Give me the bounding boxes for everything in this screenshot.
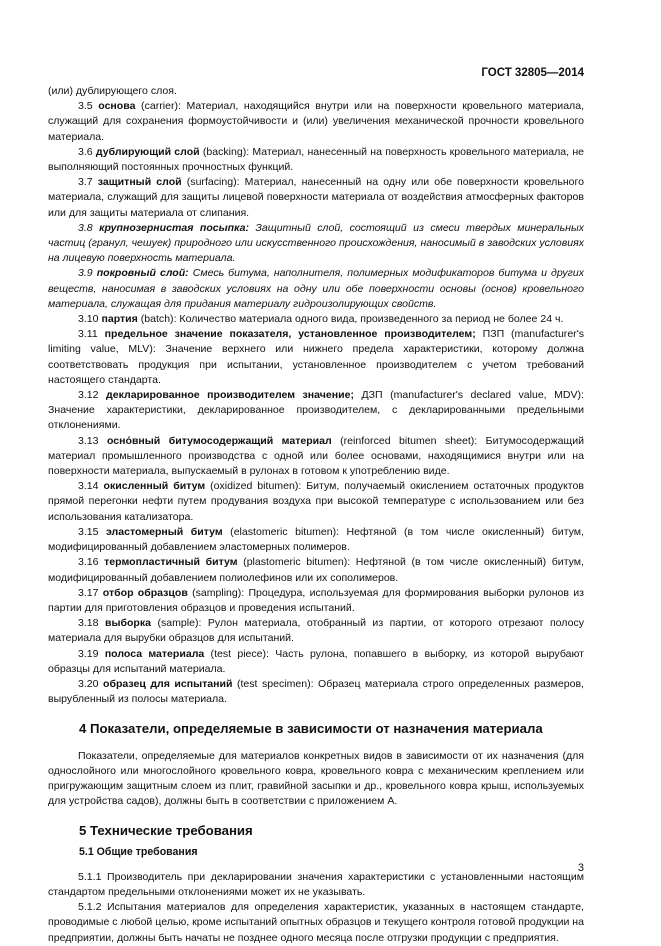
section-4-heading: 4 Показатели, определяемые в зависимости от назначения материала	[79, 721, 543, 737]
definition-3-11: 3.11 предельное значение показателя, установленное производителем; ПЗП (manufacturer's limiting value, MLV): Значение верхнего или нижнего предела характеристики, которому должна соответствовать продукция при испытании, установленное производителем с учетом требований настоящего стандарта.	[48, 328, 584, 386]
definition-3-6: 3.6 дублирующий слой (backing): Материал, нанесенный на поверхность кровельного материала, не выполняющий постоянных прочностных функций.	[48, 145, 585, 174]
term: отбор образцов	[102, 586, 188, 599]
document-body	[48, 84, 584, 946]
definition-3-13: 3.13 осно́вный битумосодержащий материал (reinforced bitumen sheet): Битумосодержащий материал промышленного производства с одной или более основами, находящимися внутри или на поверхности материала, выпускаемый в рулонах в готовом к употреблению виде.	[48, 434, 584, 478]
paragraph-continuation: (или) дублирующего слоя.	[48, 85, 177, 97]
section-5-heading: 5 Технические требования	[79, 823, 253, 839]
term: защитный слой	[97, 176, 182, 189]
term: декларированное производителем значение;	[106, 389, 354, 402]
term: крупнозернистая посыпка:	[99, 221, 249, 234]
definition-3-17: 3.17 отбор образцов (sampling): Процедура, используемая для формирования выборки рулонов из партии для приготовления образцов и проведения испытаний.	[48, 586, 584, 614]
term: осно́вный битумосодержащий материал	[106, 434, 332, 447]
clause-5-1-2: 5.1.2 Испытания материалов для определения характеристик, указанных в настоящем стандарте, проводимые с любой целью, кроме испытаний опытных образцов и текущего контроля готовой продукции на предприятии, должны быть начаты не позднее одного месяца после отгрузки продукции с предприятия.	[48, 901, 584, 944]
definition-3-7: 3.7 защитный слой (surfacing): Материал, нанесенный на одну или обе поверхности кровельного материала, служащий для защиты лицевой поверхности материала от воздействия атмосферных факторов или для защиты материала от слипания.	[48, 176, 584, 219]
term: эластомерный битум	[106, 525, 223, 538]
section-4-text: Показатели, определяемые для материалов конкретных видов в зависимости от их назначения (для однослойного или многослойного кровельного ковра, кровельного ковра с механическим креплением или пригружающим защитным слоем из плит, гравийной засыпки и др., кровельного ковра крыш, используемых для устройства садов), должны быть в соответствии с приложением А.	[48, 749, 584, 808]
standard-header: ГОСТ 32805—2014	[481, 67, 584, 79]
definition-3-16: 3.16 термопластичный битум (plastomeric bitumen): Нефтяной (в том числе окисленный) битум, модифицированный добавлением полиолефинов или их сополимеров.	[48, 556, 584, 584]
subsection-5-1-heading: 5.1 Общие требования	[79, 845, 198, 858]
definition-3-9: 3.9 покровный слой: Смесь битума, наполнителя, полимерных модификаторов битума и других веществ, наносимая в заводских условиях на одну или обе поверхности основы (основ) кровельного материала, служащая для придания материалу гидроизолирующих свойств.	[48, 267, 585, 310]
definition-3-14: 3.14 окисленный битум (oxidized bitumen): Битум, получаемый окислением остаточных продуктов прямой перегонки нефти путем продувания воздуха при высокой температуре с использованием или без использования катализатора.	[48, 480, 584, 523]
definition-3-15: 3.15 эластомерный битум (elastomeric bitumen): Нефтяной (в том числе окисленный) битум, модифицированный добавлением эластомерных полимеров.	[48, 525, 584, 554]
page-number: 3	[577, 862, 584, 874]
definition-3-19: 3.19 полоса материала (test piece): Часть рулона, попавшего в выборку, из которой вырубают образцы для испытаний материала.	[48, 647, 584, 675]
definition-3-5: 3.5 основа (carrier): Материал, находящийся внутри или на поверхности кровельного материала, служащий для сохранения формоустойчивости и (или) увеличения механической прочности кровельного материала.	[48, 100, 585, 143]
term: термопластичный битум	[104, 556, 238, 569]
clause-5-1-1: 5.1.1 Производитель при декларировании значения характеристики с установленными настоящим стандартом предельными отклонениями может их не указывать.	[48, 870, 584, 898]
definition-3-8: 3.8 крупнозернистая посыпка: Защитный слой, состоящий из смеси твердых минеральных частиц (гранул, чешуек) природного или искусственного происхождения, наносимый в заводских условиях на лицевую поверхность материала.	[48, 221, 584, 265]
term: партия	[101, 313, 138, 326]
term: дублирующий слой	[95, 145, 200, 158]
term: полоса материала	[104, 647, 205, 660]
definition-3-10: 3.10 партия (batch): Количество материала одного вида, произведенного за период не более 24 ч.	[78, 313, 564, 326]
definition-3-18: 3.18 выборка (sample): Рулон материала, отобранный из партии, от которого отрезают полосу материала для вырубки образцов для испытаний.	[48, 617, 584, 645]
term: выборка	[104, 617, 152, 630]
term: окисленный битум	[103, 480, 206, 493]
term: покровный слой:	[96, 267, 189, 280]
definition-3-12: 3.12 декларированное производителем значение; ДЗП (manufacturer's declared value, MDV): Значение характеристики, декларированное производителем, с декларированными предельными отклонениями.	[48, 389, 584, 432]
term: образец для испытаний	[103, 677, 233, 690]
term: предельное значение показателя, установленное производителем;	[104, 328, 476, 341]
definition-3-20: 3.20 образец для испытаний (test specimen): Образец материала строго определенных размеров, вырубленный из полосы материала.	[48, 677, 584, 706]
term: основа	[98, 100, 136, 113]
